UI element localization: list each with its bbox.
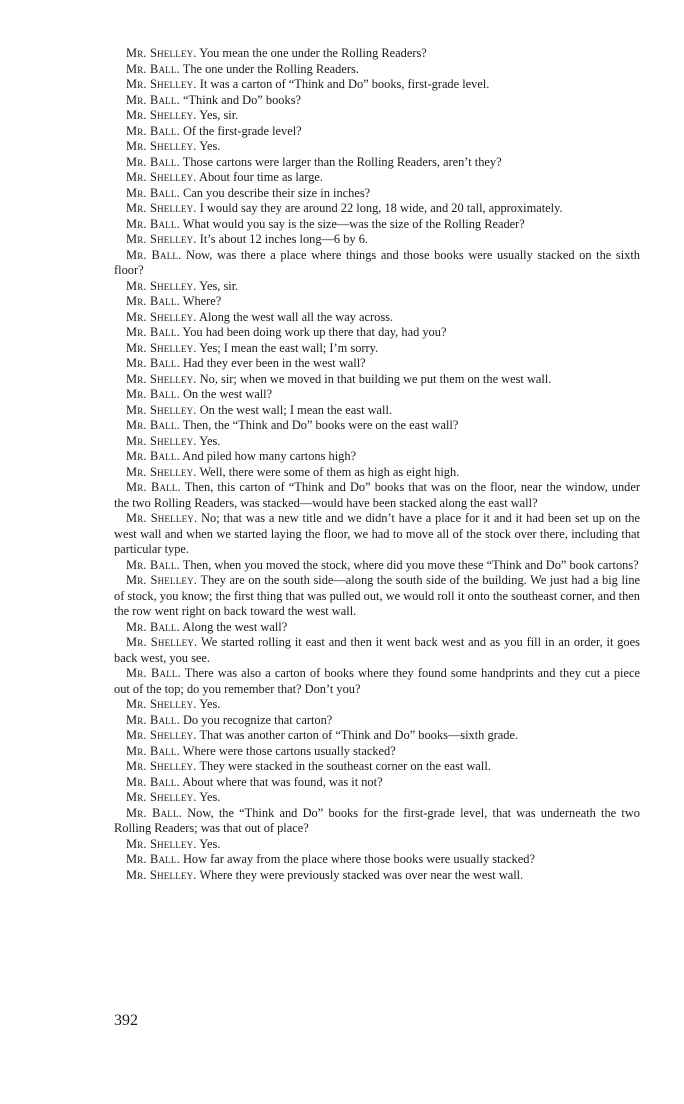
testimony-text: No, sir; when we moved in that building we put them on the west wall. [199,371,552,386]
testimony-text: Yes, sir. [199,108,239,122]
speaker-name: Mr. Shelley. [126,790,197,804]
testimony-text: Yes, sir. [199,278,239,293]
testimony-text: Along the west wall? [182,619,288,634]
testimony-text: How far away from the place where those books were usually stacked? [182,852,535,866]
testimony-text: You had been doing work up there that day, had you? [182,325,447,339]
testimony-paragraph [114,759,640,775]
speaker-name: Mr. Ball. [126,743,180,758]
speaker-name: Mr. Shelley. [126,433,197,448]
speaker-name: Mr. Shelley. [126,728,197,742]
testimony-text: About four time as large. [199,170,324,184]
testimony-text: Well, there were some of them as high as eight high. [199,464,460,479]
testimony-text: The one under the Rolling Readers. [182,61,359,76]
speaker-name: Mr. Ball. [126,852,180,866]
testimony-text: Then, when you moved the stock, where did you move these “Think and Do” book cartons? [182,557,639,572]
speaker-name: Mr. Shelley. [126,464,197,479]
testimony-text: We started rolling it east and then it went back west and as you fill in an order, it goes back west, you see. [114,635,640,665]
speaker-name: Mr. Ball. [126,154,180,169]
speaker-name: Mr. Ball. [126,619,180,634]
speaker-name: Mr. Shelley. [126,278,197,293]
testimony-text: They were stacked in the southeast corner on the east wall. [199,759,491,773]
testimony-paragraph [114,418,640,434]
testimony-text: Yes. [199,139,221,153]
testimony-paragraph [114,201,640,217]
testimony-paragraph [114,744,640,760]
testimony-text: No; that was a new title and we didn’t have a place for it and it had been set up on the west wall and when we started laying the floor, we had to move all of the stock over there, including that particular type. [114,511,640,556]
speaker-name: Mr. Ball. [126,325,180,339]
testimony-text: Had they ever been in the west wall? [182,356,366,370]
speaker-name: Mr. Ball. [126,805,182,820]
testimony-text: Now, was there a place where things and those books were usually stacked on the sixth floor? [114,247,640,277]
testimony-paragraph [114,372,640,388]
testimony-paragraph [114,573,640,620]
transcript-body [114,46,640,883]
testimony-text: On the west wall; I mean the east wall. [199,402,393,417]
testimony-text: You mean the one under the Rolling Readers? [199,46,427,60]
testimony-text: Can you describe their size in inches? [182,185,371,200]
testimony-paragraph [114,852,640,868]
speaker-name: Mr. Ball. [126,666,181,680]
testimony-text: And piled how many cartons high? [182,449,357,463]
speaker-name: Mr. Shelley. [126,46,197,60]
testimony-text: Then, the “Think and Do” books were on the east wall? [182,418,459,432]
speaker-name: Mr. Shelley. [126,511,198,525]
speaker-name: Mr. Shelley. [126,867,197,882]
speaker-name: Mr. Ball. [126,449,180,463]
speaker-name: Mr. Ball. [126,92,180,107]
testimony-paragraph [114,775,640,791]
testimony-paragraph [114,434,640,450]
testimony-text: Yes. [199,790,221,804]
testimony-paragraph [114,124,640,140]
testimony-paragraph [114,558,640,574]
testimony-paragraph [114,248,640,279]
testimony-text: I would say they are around 22 long, 18 wide, and 20 tall, approximately. [199,201,563,215]
speaker-name: Mr. Ball. [126,557,180,572]
testimony-paragraph [114,217,640,233]
testimony-paragraph [114,697,640,713]
testimony-paragraph [114,108,640,124]
testimony-text: Along the west wall all the way across. [199,309,394,324]
testimony-paragraph [114,310,640,326]
testimony-paragraph [114,480,640,511]
testimony-text: It was a carton of “Think and Do” books, first-grade level. [199,77,490,91]
speaker-name: Mr. Shelley. [126,371,197,386]
testimony-paragraph [114,77,640,93]
testimony-text: “Think and Do” books? [182,92,302,107]
speaker-name: Mr. Shelley. [126,340,197,355]
testimony-text: Now, the “Think and Do” books for the first-grade level, that was underneath the two Rolling Readers; was that out of place? [114,805,640,835]
testimony-paragraph [114,46,640,62]
testimony-text: Of the first-grade level? [182,123,302,138]
speaker-name: Mr. Ball. [126,247,182,262]
speaker-name: Mr. Ball. [126,712,180,727]
testimony-paragraph [114,279,640,295]
testimony-text: They are on the south side—along the south side of the building. We just had a big line of stock, you know; the first thing that was pulled out, we would roll it onto the southeast corner, and then the row went right on back toward the west wall. [114,573,641,618]
testimony-paragraph [114,232,640,248]
testimony-paragraph [114,170,640,186]
testimony-paragraph [114,294,640,310]
speaker-name: Mr. Ball. [126,356,180,370]
testimony-paragraph [114,790,640,806]
testimony-paragraph [114,666,640,697]
testimony-text: It’s about 12 inches long—6 by 6. [199,232,368,246]
speaker-name: Mr. Shelley. [126,232,197,246]
speaker-name: Mr. Shelley. [126,309,197,324]
speaker-name: Mr. Ball. [126,294,180,308]
testimony-text: Then, this carton of “Think and Do” books that was on the floor, near the window, under the two Rolling Readers, was stacked—would have been stacked along the east wall? [114,480,640,510]
testimony-text: What would you say is the size—was the size of the Rolling Reader? [182,216,525,231]
testimony-text: Do you recognize that carton? [182,712,333,727]
page-number: 392 [114,1012,138,1029]
speaker-name: Mr. Ball. [126,216,180,231]
testimony-paragraph [114,325,640,341]
speaker-name: Mr. Ball. [126,480,181,494]
speaker-name: Mr. Shelley. [126,759,197,773]
speaker-name: Mr. Ball. [126,387,180,401]
testimony-text: On the west wall? [182,387,273,401]
testimony-text: Yes. [199,836,221,851]
testimony-text: Yes; I mean the east wall; I’m sorry. [199,340,379,355]
speaker-name: Mr. Shelley. [126,201,197,215]
testimony-paragraph [114,728,640,744]
testimony-paragraph [114,511,640,558]
speaker-name: Mr. Ball. [126,418,180,432]
speaker-name: Mr. Shelley. [126,108,197,122]
testimony-paragraph [114,806,640,837]
speaker-name: Mr. Shelley. [126,170,197,184]
speaker-name: Mr. Ball. [126,185,180,200]
speaker-name: Mr. Shelley. [126,77,197,91]
testimony-paragraph [114,449,640,465]
speaker-name: Mr. Ball. [126,123,180,138]
speaker-name: Mr. Shelley. [126,697,197,711]
speaker-name: Mr. Shelley. [126,635,198,649]
testimony-paragraph [114,387,640,403]
testimony-paragraph [114,465,640,481]
testimony-text: Yes. [199,433,221,448]
testimony-text: Where they were previously stacked was over near the west wall. [199,867,524,882]
testimony-paragraph [114,186,640,202]
testimony-paragraph [114,139,640,155]
speaker-name: Mr. Ball. [126,61,180,76]
testimony-paragraph [114,620,640,636]
testimony-text: That was another carton of “Think and Do” books—sixth grade. [199,728,519,742]
speaker-name: Mr. Shelley. [126,836,197,851]
testimony-text: Yes. [199,697,221,711]
testimony-paragraph [114,356,640,372]
testimony-text: Where were those cartons usually stacked? [182,743,396,758]
testimony-text: Where? [182,294,222,308]
testimony-text: Those cartons were larger than the Rolling Readers, aren’t they? [182,154,502,169]
speaker-name: Mr. Ball. [126,774,180,789]
testimony-paragraph [114,868,640,884]
testimony-paragraph [114,635,640,666]
speaker-name: Mr. Shelley. [126,402,197,417]
testimony-paragraph [114,62,640,78]
testimony-paragraph [114,837,640,853]
speaker-name: Mr. Shelley. [126,573,198,587]
testimony-paragraph [114,713,640,729]
speaker-name: Mr. Shelley. [126,139,197,153]
testimony-paragraph [114,403,640,419]
testimony-paragraph [114,93,640,109]
testimony-paragraph [114,341,640,357]
testimony-text: About where that was found, was it not? [182,774,383,789]
testimony-text: There was also a carton of books where they found some handprints and they cut a piece out of the top; do you remember that? Don’t you? [114,666,640,696]
testimony-paragraph [114,155,640,171]
